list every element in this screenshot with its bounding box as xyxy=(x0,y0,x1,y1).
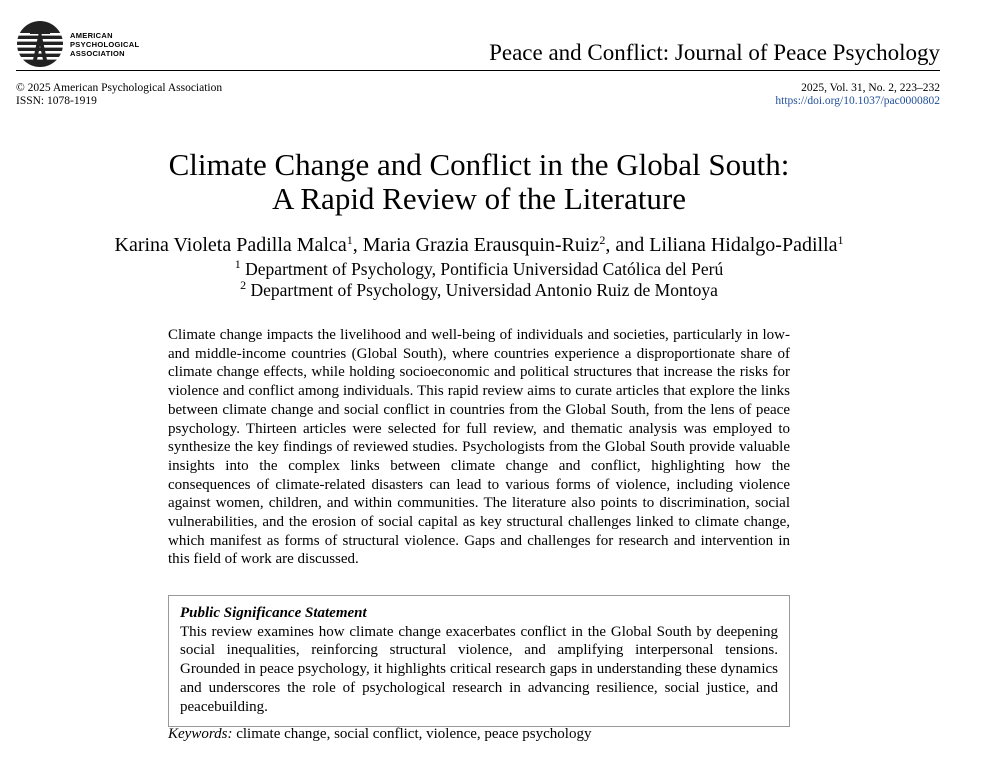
issn: ISSN: 1078-1919 xyxy=(16,95,97,107)
affiliation xyxy=(0,280,958,301)
author-name: Karina Violeta Padilla Malca xyxy=(114,234,347,256)
logo-line: AMERICAN xyxy=(70,30,113,40)
copyright: © 2025 American Psychological Association xyxy=(16,82,223,94)
author-list xyxy=(0,234,958,257)
citation: 2025, Vol. 31, No. 2, 223–232 xyxy=(801,82,940,94)
publisher-logo xyxy=(16,20,139,68)
article-title xyxy=(0,148,958,216)
affiliation-mark: 1 xyxy=(837,233,844,247)
significance-text: This review examines how climate change exacerbates conflict in the Global South by deepening social inequalities, reinforcing structural violence, and amplifying interpersonal tensions. Grounded in peace psychology, it highlights critical research gaps in understanding these dynamics and underscores the role of psychological research in advancing resilience, social justice, and peacebuilding. xyxy=(180,623,778,715)
affiliation-mark: 2 xyxy=(240,278,247,292)
affiliation xyxy=(0,259,958,280)
keywords xyxy=(168,726,591,743)
title-line: A Rapid Review of the Literature xyxy=(271,181,687,216)
header-rule xyxy=(16,70,940,71)
affiliation-mark: 1 xyxy=(234,257,241,271)
publication-meta-left xyxy=(16,82,222,108)
affiliation-mark: 1 xyxy=(346,233,353,247)
author-separator: , xyxy=(352,234,363,256)
apa-logo-icon xyxy=(16,20,64,68)
keywords-list: climate change, social conflict, violence, peace psychology xyxy=(236,726,592,742)
logo-wordmark xyxy=(70,31,139,58)
affiliation-mark: 2 xyxy=(599,233,606,247)
journal-title: Peace and Conflict: Journal of Peace Psychology xyxy=(489,40,940,65)
affiliation-text: Department of Psychology, Universidad Antonio Ruiz de Montoya xyxy=(250,280,718,300)
significance-heading: Public Significance Statement xyxy=(180,605,367,621)
publication-meta-right xyxy=(775,82,940,108)
author-name: Liliana Hidalgo-Padilla xyxy=(649,234,838,256)
abstract: Climate change impacts the livelihood and well-being of individuals and societies, particularly in low- and middle-income countries (Global South), where countries experience a disproportionate share of climate change effects, while holding socioeconomic and political structures that increase the risks for violence and conflict among individuals. This rapid review aims to curate articles that explore the links between climate change and social conflict in countries from the Global South, from the lens of peace psychology. Thirteen articles were selected for full review, and thematic analysis was employed to synthesize the key findings of reviewed studies. Psychologists from the Global South provide valuable insights into the complex links between climate change and conflict, highlighting how the consequences of climate-related disasters can lead to various forms of violence, including violence against women, children, and within communities. The literature also points to discrimination, social vulnerabilities, and the erosion of social capital as key structural challenges linked to climate change, which manifest as forms of structural violence. Gaps and challenges for research and intervention in this field of work are discussed. xyxy=(168,327,790,568)
logo-line: PSYCHOLOGICAL xyxy=(70,39,140,49)
keywords-label: Keywords: xyxy=(168,726,233,742)
author-separator: , and xyxy=(605,234,650,256)
public-significance-statement xyxy=(168,595,790,727)
title-line: Climate Change and Conflict in the Global South: xyxy=(168,147,790,182)
logo-line: ASSOCIATION xyxy=(70,48,125,58)
author-name: Maria Grazia Erausquin-Ruiz xyxy=(362,234,600,256)
affiliation-text: Department of Psychology, Pontificia Universidad Católica del Perú xyxy=(245,259,724,279)
affiliation-list xyxy=(0,259,958,301)
doi-link[interactable]: https://doi.org/10.1037/pac0000802 xyxy=(775,95,940,107)
